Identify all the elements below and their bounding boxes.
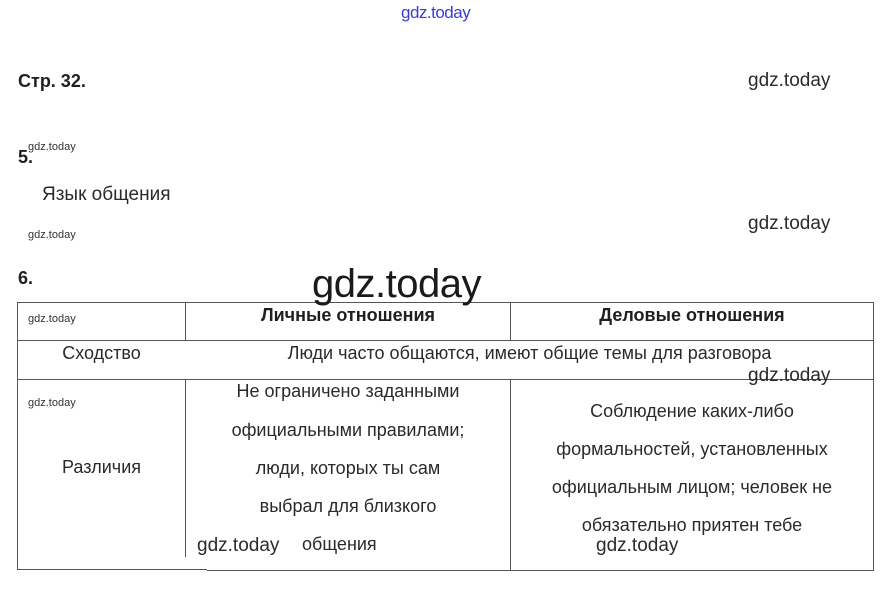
personal-difference-line-1: Не ограничено заданными [236, 381, 460, 401]
header-business: Деловые отношения [599, 305, 785, 325]
watermark-small-4: gdz.today [28, 397, 76, 409]
personal-difference-line-4: выбрал для близкого [259, 496, 437, 516]
task-5-number: 5. [18, 147, 34, 167]
personal-difference-line-2: официальными правилами; [231, 420, 465, 440]
watermark-right-1: gdz.today [748, 70, 831, 91]
watermark-small-2: gdz.today [28, 229, 76, 241]
business-difference-line-2: формальностей, установленных [556, 439, 828, 459]
watermark-small-3: gdz.today [28, 313, 76, 325]
row-label-similarity: Сходство [62, 343, 141, 363]
task-6-number: 6. [18, 268, 34, 288]
table-border-bottom-right [207, 570, 874, 571]
watermark-top: gdz.today [401, 3, 471, 22]
table-row-divider-1 [17, 340, 874, 341]
watermark-bottom-2: gdz.today [596, 535, 679, 556]
personal-difference-line-5: общения [302, 534, 377, 554]
watermark-right-3: gdz.today [748, 365, 831, 386]
task-5-answer: Язык общения [42, 184, 171, 205]
table-border-bottom-left [17, 569, 207, 570]
watermark-right-2: gdz.today [748, 213, 831, 234]
business-difference-line-3: официальным лицом; человек не [551, 477, 833, 497]
watermark-small-1: gdz.today [28, 141, 76, 153]
page-reference: Стр. 32. [18, 71, 86, 91]
table-border-right [873, 302, 874, 571]
row-similarity-merged-cell: Люди часто общаются, имеют общие темы для разговора [287, 343, 772, 363]
watermark-large: gdz.today [312, 262, 481, 306]
table-row-divider-2 [17, 379, 874, 380]
header-personal: Личные отношения [260, 305, 436, 325]
watermark-bottom-1: gdz.today [197, 535, 280, 556]
business-difference-line-1: Соблюдение каких-либо [590, 401, 794, 421]
personal-difference-line-3: люди, которых ты сам [255, 458, 441, 478]
row-label-differences: Различия [61, 457, 141, 477]
business-difference-line-4: обязательно приятен тебе [581, 515, 803, 535]
